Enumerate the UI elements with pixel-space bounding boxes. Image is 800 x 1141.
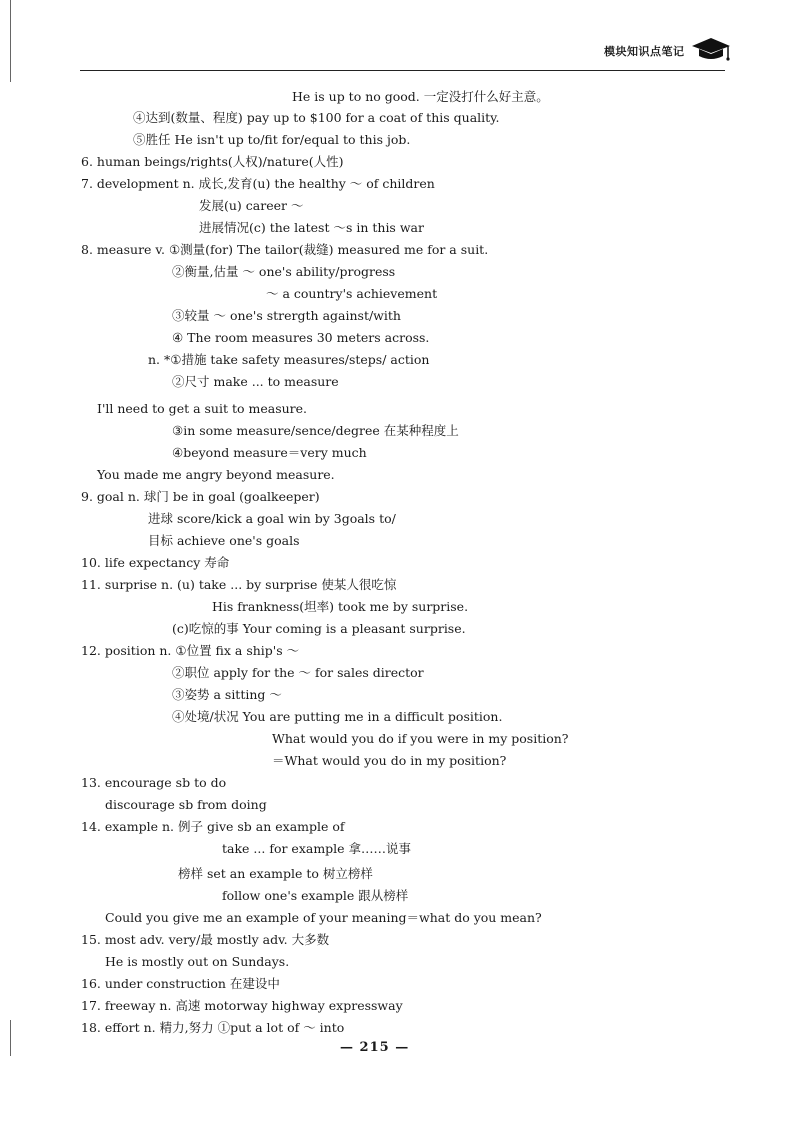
text-line: 17. freeway n. 高速 motorway highway expressway	[81, 998, 403, 1013]
text-line: 10. life expectancy 寿命	[81, 555, 230, 570]
text-line: What would you do if you were in my position?	[272, 731, 569, 746]
header-title: 模块知识点笔记	[604, 45, 685, 58]
text-line: 目标 achieve one's goals	[148, 533, 300, 548]
text-line: ④达到(数量、程度) pay up to $100 for a coat of this quality.	[133, 110, 500, 125]
text-line: (c)吃惊的事 Your coming is a pleasant surprise.	[172, 621, 466, 636]
text-line: ＝What would you do in my position?	[272, 753, 507, 768]
text-line: ～ a country's achievement	[266, 286, 438, 301]
page-edge-line	[10, 0, 11, 82]
text-line: 12. position n. ①位置 fix a ship's ～	[81, 643, 300, 658]
graduation-cap-icon	[690, 34, 732, 62]
text-line: You made me angry beyond measure.	[97, 467, 335, 482]
text-line: n. *①措施 take safety measures/steps/ action	[148, 352, 430, 367]
text-line: ④处境/状况 You are putting me in a difficult position.	[172, 709, 503, 724]
text-line: 18. effort n. 精力,努力 ①put a lot of ～ into	[81, 1020, 345, 1035]
text-line: ②职位 apply for the ～ for sales director	[172, 665, 424, 680]
text-line: I'll need to get a suit to measure.	[97, 401, 308, 416]
text-line: His frankness(坦率) took me by surprise.	[212, 599, 469, 614]
text-line: follow one's example 跟从榜样	[222, 888, 409, 903]
text-line: 6. human beings/rights(人权)/nature(人性)	[81, 154, 344, 169]
text-line: 榜样 set an example to 树立榜样	[178, 866, 373, 881]
text-line: 发展(u) career ～	[199, 198, 304, 213]
text-line: 7. development n. 成长,发育(u) the healthy ～ of children	[81, 176, 435, 191]
text-line: 11. surprise n. (u) take ... by surprise 使某人很吃惊	[81, 577, 397, 592]
text-line: 进展情况(c) the latest ～s in this war	[199, 220, 424, 235]
page-edge-line	[10, 1020, 11, 1056]
text-line: discourage sb from doing	[105, 797, 267, 812]
header-rule	[80, 70, 725, 71]
text-line: 9. goal n. 球门 be in goal (goalkeeper)	[81, 489, 320, 504]
page-number: — 215 —	[340, 1040, 410, 1055]
text-line: ③较量 ～ one's strergth against/with	[172, 308, 401, 323]
text-line: ②衡量,估量 ～ one's ability/progress	[172, 264, 396, 279]
text-line: 8. measure v. ①测量(for) The tailor(裁缝) measured me for a suit.	[81, 242, 489, 257]
text-line: 15. most adv. very/最 mostly adv. 大多数	[81, 932, 330, 947]
text-line: ③in some measure/sence/degree 在某种程度上	[172, 423, 459, 438]
text-line: ③姿势 a sitting ～	[172, 687, 282, 702]
text-line: ④ The room measures 30 meters across.	[172, 330, 430, 345]
text-line: He is mostly out on Sundays.	[105, 954, 290, 969]
text-line: take ... for example 拿……说事	[222, 841, 412, 856]
text-line: 16. under construction 在建设中	[81, 976, 280, 991]
text-line: ⑤胜任 He isn't up to/fit for/equal to this job.	[133, 132, 411, 147]
text-line: 13. encourage sb to do	[81, 775, 227, 790]
text-line: He is up to no good. 一定没打什么好主意。	[292, 89, 549, 104]
text-line: 进球 score/kick a goal win by 3goals to/	[148, 511, 396, 526]
text-line: Could you give me an example of your meaning＝what do you mean?	[105, 910, 542, 925]
text-line: ②尺寸 make ... to measure	[172, 374, 339, 389]
text-line: 14. example n. 例子 give sb an example of	[81, 819, 345, 834]
text-line: ④beyond measure＝very much	[172, 445, 367, 460]
